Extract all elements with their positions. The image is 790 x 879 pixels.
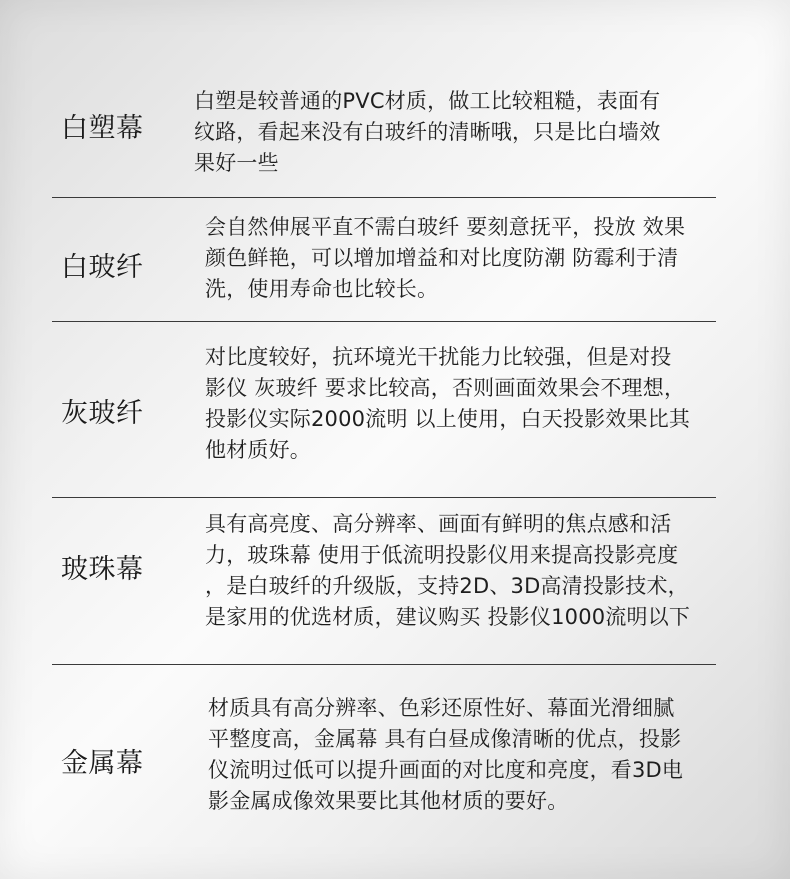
row-divider (52, 497, 716, 498)
row-desc-gray-fiberglass (205, 342, 690, 466)
desc-line: 具有高亮度、高分辨率、画面有鲜明的焦点感和活 (205, 512, 672, 536)
row-divider (52, 664, 716, 665)
row-title-white-pvc: 白塑幕 (61, 113, 144, 144)
row-desc-glass-bead (205, 509, 690, 633)
desc-line: 材质具有高分辨率、色彩还原性好、幕面光滑细腻 (208, 696, 675, 720)
row-title-glass-bead: 玻珠幕 (61, 554, 144, 585)
desc-line: 他材质好。 (205, 438, 311, 462)
desc-line: 影仪 灰玻纤 要求比较高，否则画面效果会不理想， (205, 376, 686, 400)
desc-line: 洗，使用寿命也比较长。 (205, 277, 439, 301)
row-divider (52, 197, 716, 198)
desc-line: 投影仪实际2000流明 以上使用，白天投影效果比其 (205, 407, 691, 431)
row-title-gray-fiberglass: 灰玻纤 (61, 398, 144, 429)
desc-line: 力，玻珠幕 使用于低流明投影仪用来提高投影亮度 (205, 543, 679, 567)
desc-line: 仪流明过低可以提升画面的对比度和亮度，看3D电 (208, 758, 684, 782)
row-desc-metal (208, 693, 683, 817)
desc-line: 颜色鲜艳，可以增加增益和对比度防潮 防霉利于清 (205, 246, 679, 270)
row-title-white-fiberglass: 白玻纤 (61, 252, 144, 283)
desc-line: 果好一些 (194, 151, 279, 175)
desc-line: 平整度高，金属幕 具有白昼成像清晰的优点，投影 (208, 727, 682, 751)
row-divider (52, 321, 716, 322)
row-desc-white-pvc (194, 86, 660, 179)
desc-line: ，是白玻纤的升级版，支持2D、3D高清投影技术， (205, 574, 689, 598)
desc-line: 是家用的优选材质，建议购买 投影仪1000流明以下 (205, 605, 691, 629)
row-desc-white-fiberglass (205, 212, 685, 305)
row-title-metal: 金属幕 (61, 748, 144, 779)
desc-line: 对比度较好，抗环境光干扰能力比较强，但是对投 (205, 345, 672, 369)
desc-line: 会自然伸展平直不需白玻纤 要刻意抚平，投放 效果 (205, 215, 686, 239)
desc-line: 纹路，看起来没有白玻纤的清晰哦，只是比白墙效 (194, 120, 661, 144)
desc-line: 白塑是较普通的PVC材质，做工比较粗糙，表面有 (194, 89, 661, 113)
desc-line: 影金属成像效果要比其他材质的要好。 (208, 789, 569, 813)
